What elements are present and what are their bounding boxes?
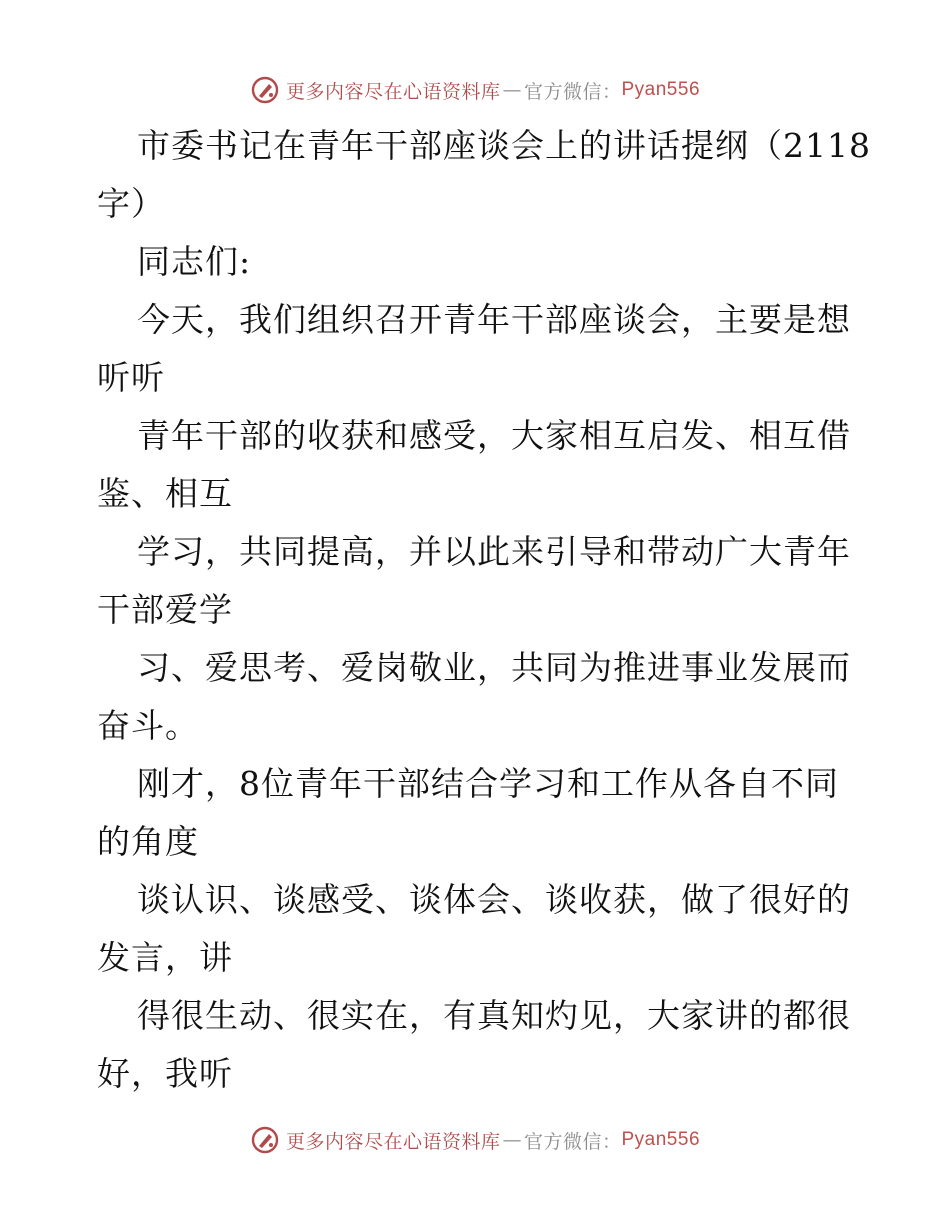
text-line: 青年干部的收获和感受，大家相互启发、相互借	[137, 416, 851, 455]
watermark-wechat-id: Pyan556	[621, 79, 701, 100]
text-line: 奋斗。	[97, 706, 199, 745]
text-line: 习、爱思考、爱岗敬业，共同为推进事业发展而	[137, 648, 851, 687]
text-line: 的角度	[97, 822, 199, 861]
text-line: 谈认识、谈感受、谈体会、谈收获，做了很好的	[137, 880, 851, 919]
watermark-official-label: 官方微信：	[523, 1130, 622, 1153]
text-line: 市委书记在青年干部座谈会上的讲话提纲（2118	[137, 126, 871, 165]
text-line: 刚才，8位青年干部结合学习和工作从各自不同	[137, 764, 839, 803]
watermark-dash: —	[502, 1129, 522, 1151]
pen-logo-icon	[250, 1125, 280, 1155]
text-line: 发言，讲	[97, 938, 233, 977]
footer-watermark	[0, 1122, 950, 1158]
text-line: 听听	[97, 358, 165, 397]
text-line: 同志们:	[137, 242, 252, 281]
text-line: 好，我听	[97, 1054, 233, 1093]
header-watermark	[0, 72, 950, 108]
pen-logo-icon	[250, 75, 280, 105]
watermark-dash: —	[502, 79, 522, 101]
watermark-brand: 更多内容尽在心语资料库	[285, 80, 501, 103]
text-line: 今天，我们组织召开青年干部座谈会，主要是想	[137, 300, 851, 339]
watermark-brand: 更多内容尽在心语资料库	[285, 1130, 501, 1153]
text-line: 干部爱学	[97, 590, 233, 629]
watermark-official-label: 官方微信：	[523, 80, 622, 103]
text-line: 鉴、相互	[97, 474, 233, 513]
text-line: 学习，共同提高，并以此来引导和带动广大青年	[137, 532, 851, 571]
watermark-wechat-id: Pyan556	[621, 1129, 701, 1150]
document-body	[97, 117, 871, 1103]
text-line: 得很生动、很实在，有真知灼见，大家讲的都很	[137, 996, 851, 1035]
text-line: 字）	[97, 184, 165, 223]
